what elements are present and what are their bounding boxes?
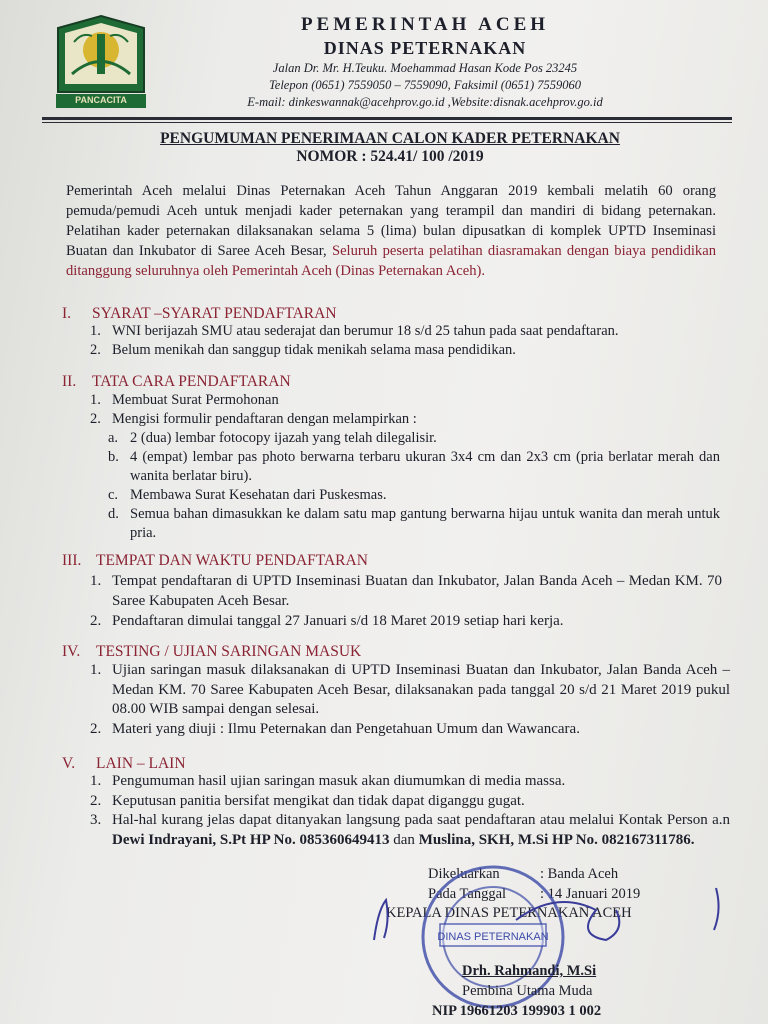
list-item-text: Membawa Surat Kesehatan dari Puskesmas.: [130, 487, 387, 503]
list-marker: 1.: [90, 662, 102, 678]
list-item: [90, 571, 722, 611]
section-number: V.: [62, 755, 76, 772]
section-2-sublist: [108, 429, 720, 543]
list-marker: 2.: [90, 792, 102, 809]
list-item-text: Hal-hal kurang jelas dapat ditanyakan langsung pada saat pendaftaran atau melalui Kontak Person a.n: [112, 812, 730, 828]
list-item-text: Mengisi formulir pendaftaran dengan melampirkan :: [112, 411, 417, 427]
contact-person-1: Dewi Indrayani, S.Pt HP No. 085360649413: [112, 831, 390, 848]
date-value: : 14 Januari 2019: [540, 886, 641, 902]
address-line: Jalan Dr. Mr. H.Teuku. Moehammad Hasan Kode Pos 23245: [272, 61, 578, 75]
list-item: [90, 772, 730, 792]
signatory-nip: NIP 19661203 199903 1 002: [432, 1003, 602, 1019]
list-item-text: Materi yang diuji : Ilmu Peternakan dan Pengetahuan Umum dan Wawancara.: [112, 720, 580, 737]
stamp-text: DINAS PETERNAKAN: [437, 931, 549, 943]
list-marker: 1.: [90, 392, 101, 408]
section-heading-1: [62, 305, 337, 323]
department-name: DINAS PETERNAKAN: [323, 38, 527, 58]
list-item: [90, 720, 730, 740]
section-title: TATA CARA PENDAFTARAN: [92, 373, 291, 390]
section-number: I.: [62, 305, 72, 322]
list-item-text: 4 (empat) lembar pas photo berwarna terbaru ukuran 3x4 cm dan 2x3 cm (pria berlatar merah dan wanita berlatar biru).: [130, 449, 720, 484]
logo-caption: PANCACITA: [75, 95, 127, 105]
list-marker: d.: [108, 506, 119, 522]
sublist-item: [108, 505, 720, 543]
section-1-list: [90, 322, 730, 360]
section-title: LAIN – LAIN: [96, 755, 186, 772]
list-item: [90, 322, 730, 341]
list-marker: b.: [108, 449, 119, 465]
signatory-position: KEPALA DINAS PETERNAKAN ACEH: [386, 905, 632, 921]
list-item-text: 2 (dua) lembar fotocopy ijazah yang telah dilegalisir.: [130, 430, 437, 446]
list-marker: 3.: [90, 812, 102, 828]
section-number: II.: [62, 373, 77, 390]
list-marker: 2.: [90, 342, 101, 358]
announcement-title-block: [40, 130, 740, 166]
list-marker: a.: [108, 430, 119, 446]
section-heading-3: [62, 552, 368, 570]
email-line: E-mail: dinkeswannak@acehprov.go.id ,Website:disnak.acehprov.go.id: [247, 95, 603, 109]
sublist-item: [108, 486, 720, 505]
section-5-list: [90, 772, 730, 850]
government-name: PEMERINTAH ACEH: [300, 14, 550, 35]
signatory-rank: Pembina Utama Muda: [462, 983, 593, 999]
sublist-item: [108, 448, 720, 486]
phone-line: Telepon (0651) 7559050 – 7559090, Faksimil (0651) 7559060: [268, 78, 582, 92]
list-item: [90, 661, 730, 720]
list-marker: 1.: [90, 773, 102, 789]
section-title: TESTING / UJIAN SARINGAN MASUK: [96, 643, 362, 660]
sublist-item: [108, 429, 720, 448]
contact-join: dan: [393, 831, 415, 848]
section-number: III.: [62, 552, 82, 569]
list-item: [90, 611, 722, 631]
list-marker: c.: [108, 487, 119, 503]
list-item: [90, 341, 730, 360]
list-marker: 1.: [90, 573, 102, 589]
letterhead-divider-thin: [42, 122, 732, 123]
section-2-list: [90, 391, 720, 429]
list-item: [90, 410, 720, 429]
section-heading-5: [62, 755, 186, 773]
section-title: SYARAT –SYARAT PENDAFTARAN: [92, 305, 337, 322]
list-item: [90, 792, 730, 812]
list-marker: 2.: [90, 720, 102, 737]
section-number: IV.: [62, 643, 81, 660]
list-item-text: Membuat Surat Permohonan: [112, 392, 279, 408]
issued-value: : Banda Aceh: [540, 866, 619, 882]
intro-highlight: Seluruh peserta pelatihan diasramakan dengan biaya pendidikan ditanggung seluruhnya oleh Pemerintah Aceh (Dinas Peternakan Aceh).: [66, 243, 717, 279]
list-marker: 2.: [90, 411, 101, 427]
list-item-text: WNI berijazah SMU atau sederajat dan berumur 18 s/d 25 tahun pada saat pendaftaran.: [112, 323, 619, 339]
list-item: [90, 391, 720, 410]
intro-paragraph: [66, 181, 716, 281]
handwritten-signature: [366, 880, 746, 960]
signatory-name: Drh. Rahmandi, M.Si: [462, 963, 597, 979]
list-marker: 2.: [90, 613, 102, 629]
issued-label: Dikeluarkan: [428, 866, 500, 882]
list-item-text: Semua bahan dimasukkan ke dalam satu map gantung berwarna hijau untuk wanita dan merah untuk pria.: [130, 506, 720, 541]
letterhead: [180, 14, 670, 110]
list-item-text: Ujian saringan masuk dilaksanakan di UPTD Inseminasi Buatan dan Inkubator, Jalan Banda Aceh – Medan KM. 70 Saree Kabupaten Aceh Besar, dilaksanakan pada tanggal 20 s/d 21 Maret 2019 pukul 08.00 WIB sampai dengan selesai.: [112, 662, 730, 717]
letterhead-divider: [42, 117, 732, 120]
date-label: Pada Tanggal: [428, 886, 507, 902]
section-heading-2: [62, 373, 291, 391]
list-item-text: Pengumuman hasil ujian saringan masuk akan diumumkan di media massa.: [112, 773, 566, 789]
list-marker: 1.: [90, 323, 101, 339]
list-item-text: Pendaftaran dimulai tanggal 27 Januari s/d 18 Maret 2019 setiap hari kerja.: [112, 613, 564, 629]
list-item-text: Belum menikah dan sanggup tidak menikah selama masa pendidikan.: [112, 342, 516, 358]
section-3-list: [90, 571, 722, 631]
section-heading-4: [62, 643, 361, 661]
list-item-text: Tempat pendaftaran di UPTD Inseminasi Buatan dan Inkubator, Jalan Banda Aceh – Medan KM. 70 Saree Kabupaten Aceh Besar.: [112, 573, 722, 609]
contact-person-2: Muslina, SKH, M.Si HP No. 082167311786.: [418, 831, 695, 848]
intro-text: Pemerintah Aceh melalui Dinas Peternakan Aceh Tahun Anggaran 2019 kembali melatih 60 orang pemuda/pemudi Aceh untuk menjadi kader peternakan yang terampil dan mandiri di bidang peternakan. Pelatihan kader peternakan dilaksanakan selama 5 (lima) bulan dipusatkan di komplek UPTD Inseminasi Buatan dan Inkubator di Saree Aceh Besar,: [66, 183, 716, 259]
announcement-number: NOMOR : 524.41/ 100 /2019: [296, 148, 484, 165]
section-title: TEMPAT DAN WAKTU PENDAFTARAN: [96, 552, 368, 569]
section-4-list: [90, 661, 730, 739]
announcement-title: PENGUMUMAN PENERIMAAN CALON KADER PETERNAKAN: [160, 130, 620, 147]
list-item: [90, 811, 730, 850]
list-item-text: Keputusan panitia bersifat mengikat dan tidak dapat diganggu gugat.: [112, 792, 525, 809]
